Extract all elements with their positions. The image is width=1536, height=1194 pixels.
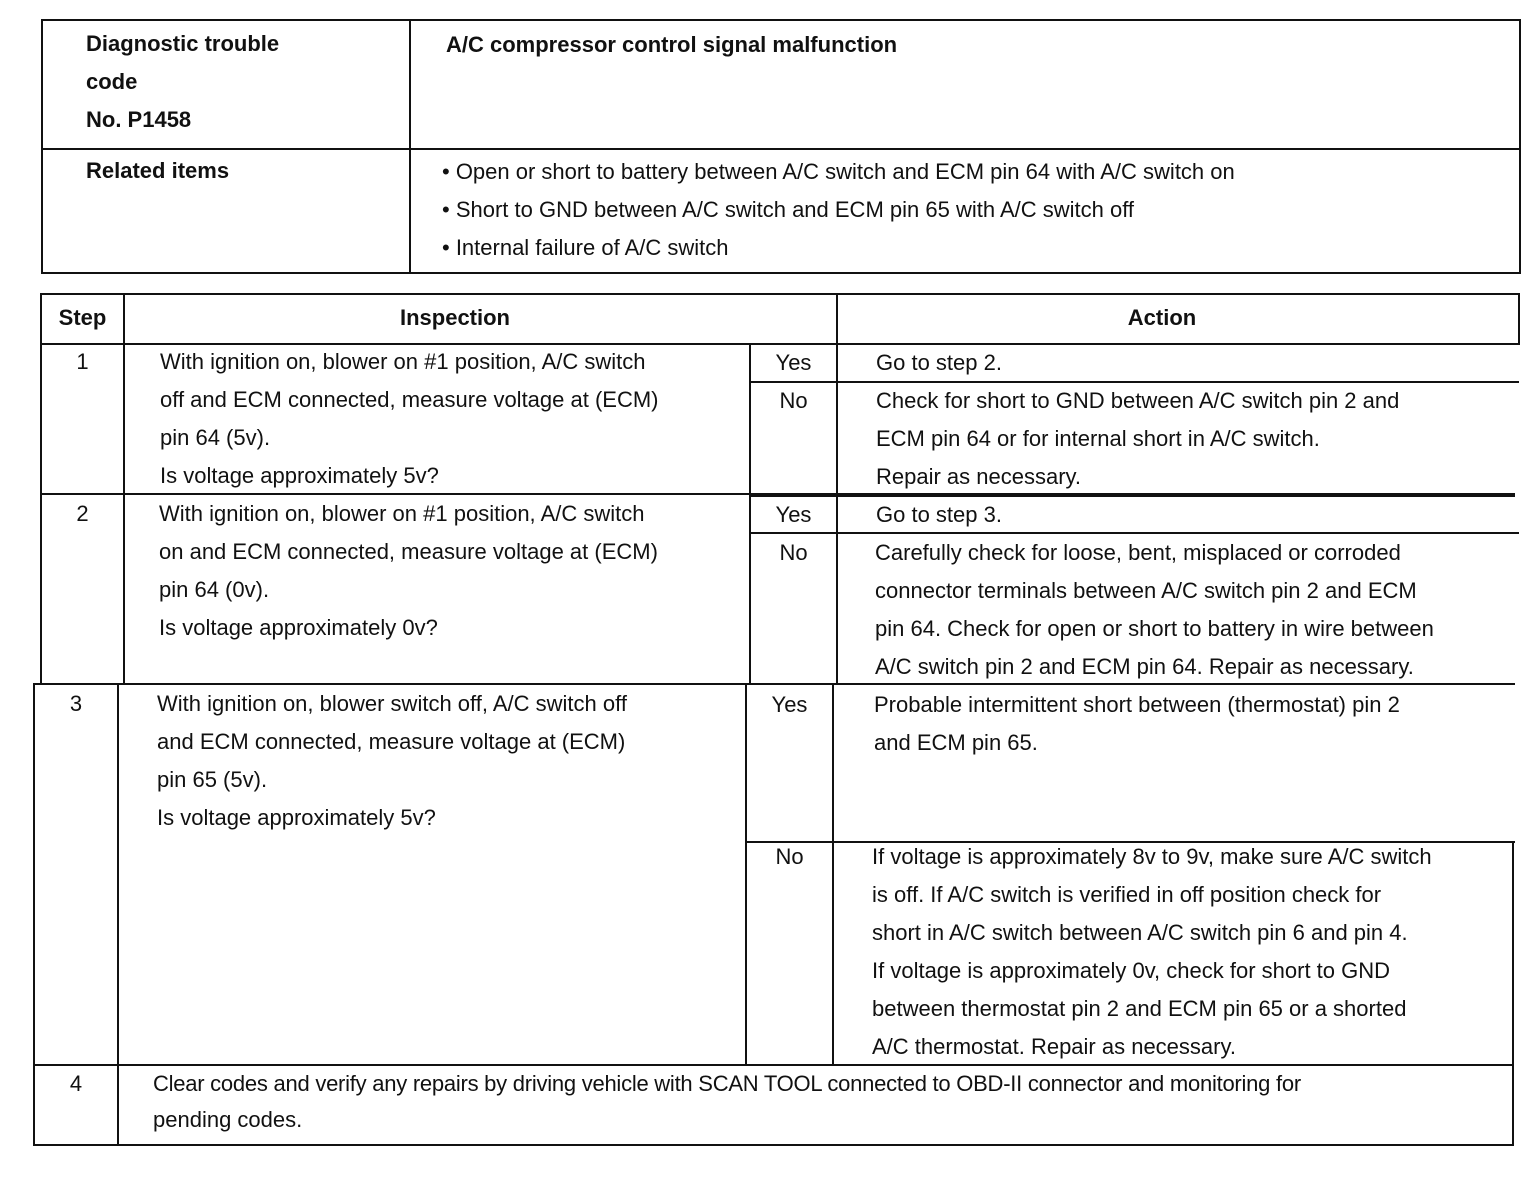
related-item: • Short to GND between A/C switch and ECM pin 65 with A/C switch off xyxy=(442,197,1135,222)
no-action-line: Carefully check for loose, bent, misplaced or corroded xyxy=(875,540,1401,565)
step-inspection-line: on and ECM connected, measure voltage at (ECM) xyxy=(159,539,658,564)
step-number: 2 xyxy=(76,501,89,526)
yes-action-line: Go to step 2. xyxy=(876,350,1002,375)
no-action-line: Repair as necessary. xyxy=(876,464,1082,489)
step-inspection-line: Is voltage approximately 5v? xyxy=(160,463,439,488)
step-number: 3 xyxy=(69,691,83,716)
no-action-line: If voltage is approximately 0v, check for short to GND xyxy=(872,958,1391,983)
step-text-line: pending codes. xyxy=(153,1107,303,1132)
dtc-label-line3: No. P1458 xyxy=(86,107,192,132)
dtc-label-line2: code xyxy=(86,69,138,94)
step-inspection-line: off and ECM connected, measure voltage at (ECM) xyxy=(160,387,659,412)
no-label: No xyxy=(779,388,808,413)
step-inspection-line: pin 65 (5v). xyxy=(157,767,268,792)
step-inspection-line: With ignition on, blower switch off, A/C switch off xyxy=(157,691,627,716)
no-action-line: A/C switch pin 2 and ECM pin 64. Repair as necessary. xyxy=(875,654,1414,679)
row2-yes-top xyxy=(749,495,1515,497)
yes-label: Yes xyxy=(771,692,808,717)
no-action-line: is off. If A/C switch is verified in off position check for xyxy=(872,882,1382,907)
yes-action-line: and ECM pin 65. xyxy=(874,730,1038,755)
yes-action-line: Probable intermittent short between (thermostat) pin 2 xyxy=(874,692,1400,717)
no-action-line: ECM pin 64 or for internal short in A/C switch. xyxy=(876,426,1320,451)
step-inspection-line: and ECM connected, measure voltage at (ECM) xyxy=(157,729,626,754)
related-items-label: Related items xyxy=(86,158,230,183)
step-col-divider-lower xyxy=(117,683,119,1146)
header-divider-horizontal xyxy=(41,148,1521,150)
no-action-line: between thermostat pin 2 and ECM pin 65 or a shorted xyxy=(872,996,1407,1021)
col-header-inspection: Inspection xyxy=(399,305,510,330)
no-action-line: A/C thermostat. Repair as necessary. xyxy=(872,1034,1236,1059)
yes-action-line: Go to step 3. xyxy=(876,502,1002,527)
yes-label: Yes xyxy=(775,350,812,375)
related-item: • Internal failure of A/C switch xyxy=(442,235,729,260)
header-divider-vertical xyxy=(409,19,411,274)
no-action-line: connector terminals between A/C switch pin 2 and ECM xyxy=(875,578,1417,603)
step-number: 1 xyxy=(76,349,89,374)
step-inspection-line: pin 64 (5v). xyxy=(160,425,271,450)
dtc-label-line1: Diagnostic trouble xyxy=(86,31,280,56)
related-item: • Open or short to battery between A/C switch and ECM pin 64 with A/C switch on xyxy=(442,159,1235,184)
step-col-divider-upper xyxy=(123,293,125,684)
yes-no-col-right-lower xyxy=(832,683,834,1066)
table-right-border-lower xyxy=(1512,843,1514,1146)
table-top-border xyxy=(40,293,1520,295)
step-text-line: Clear codes and verify any repairs by driving vehicle with SCAN TOOL connected to OBD-II connector and monitoring for xyxy=(153,1071,1301,1096)
step-inspection-line: Is voltage approximately 5v? xyxy=(157,805,436,830)
yes-label: Yes xyxy=(775,502,812,527)
no-label: No xyxy=(775,844,804,869)
no-action-line: Check for short to GND between A/C switch pin 2 and xyxy=(876,388,1400,413)
step-inspection-line: With ignition on, blower on #1 position, A/C switch xyxy=(159,501,645,526)
step-inspection-line: pin 64 (0v). xyxy=(159,577,270,602)
table-bottom-border xyxy=(33,1144,1514,1146)
dtc-title: A/C compressor control signal malfunction xyxy=(446,32,898,57)
table-right-border-upper xyxy=(1518,293,1520,345)
yes-no-col-right-upper xyxy=(836,343,838,684)
step-inspection-line: Is voltage approximately 0v? xyxy=(159,615,438,640)
no-action-line: pin 64. Check for open or short to battery in wire between xyxy=(875,616,1434,641)
col-header-action: Action xyxy=(1127,305,1197,330)
no-action-line: short in A/C switch between A/C switch pin 6 and pin 4. xyxy=(872,920,1408,945)
no-label: No xyxy=(779,540,808,565)
col-header-step: Step xyxy=(58,305,107,330)
no-action-line: If voltage is approximately 8v to 9v, make sure A/C switch xyxy=(872,844,1432,869)
step-inspection-line: With ignition on, blower on #1 position, A/C switch xyxy=(160,349,646,374)
step-number: 4 xyxy=(69,1071,83,1096)
